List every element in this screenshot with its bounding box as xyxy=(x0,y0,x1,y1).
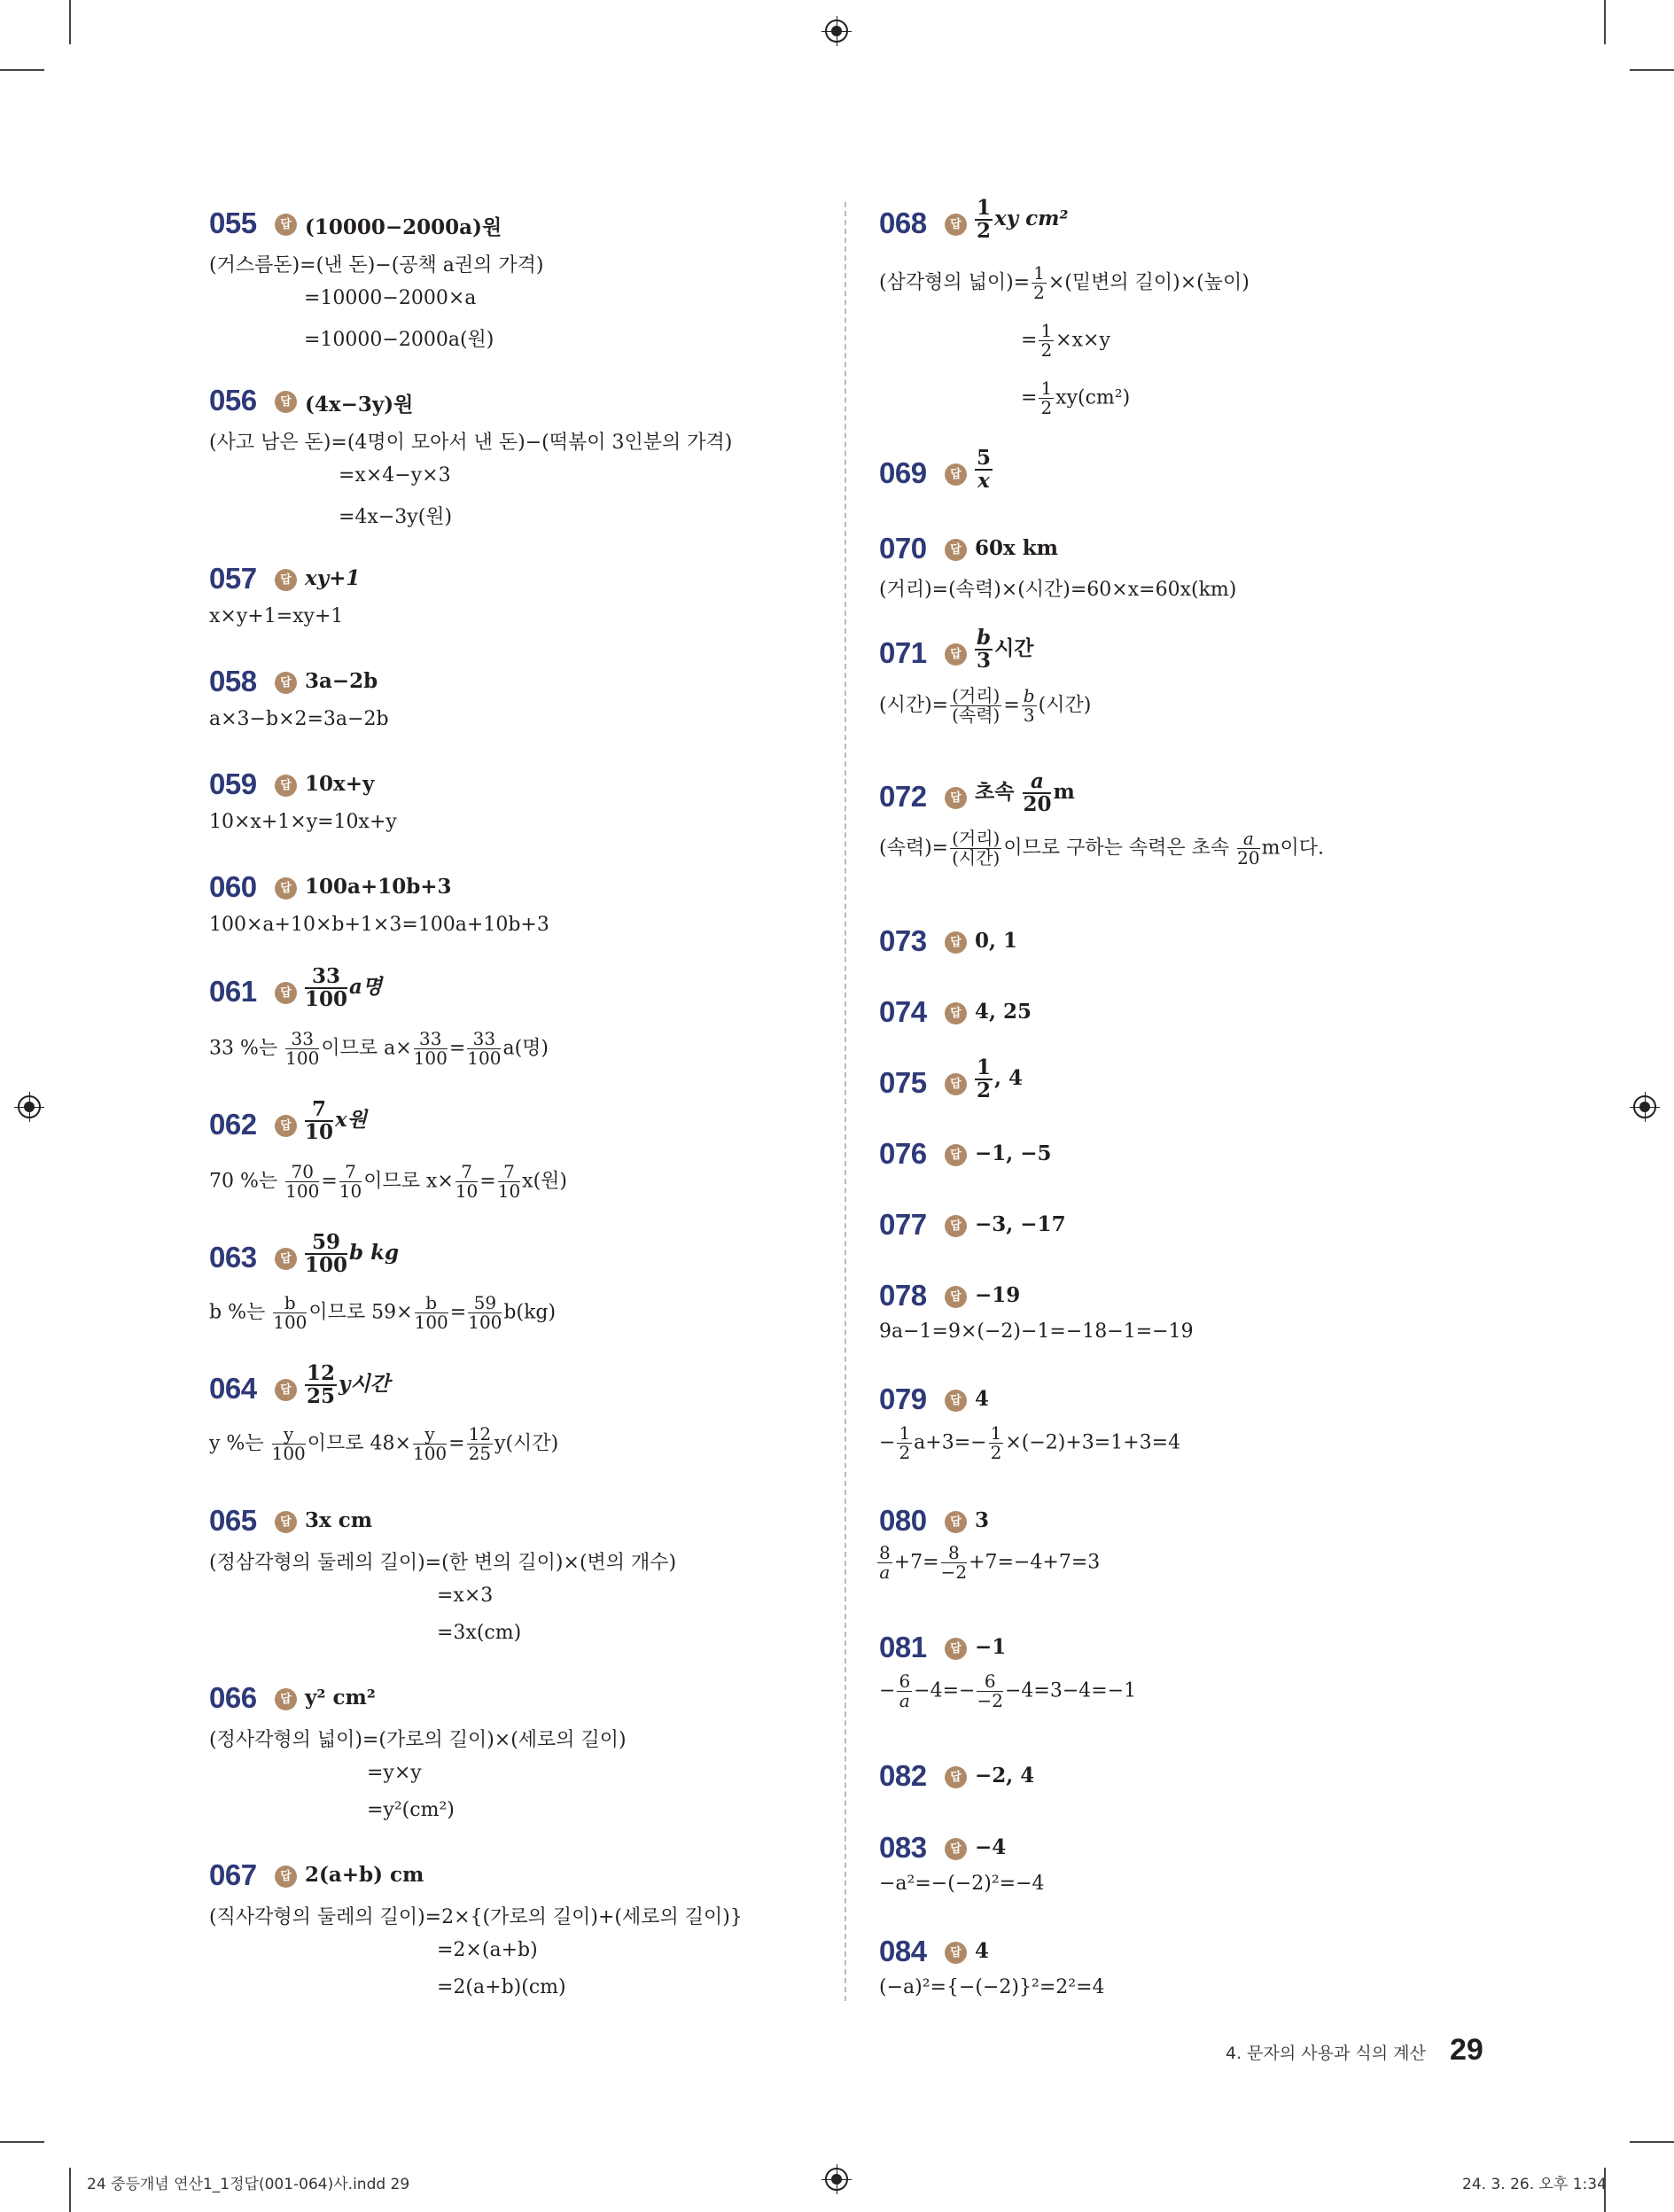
answer: 0, 1 xyxy=(975,929,1018,953)
answer-badge: 답 xyxy=(945,1638,967,1660)
answer-badge: 답 xyxy=(275,1511,297,1533)
solution-line: =x×4−y×3 xyxy=(339,464,451,487)
answer-badge: 답 xyxy=(945,1511,967,1533)
column-divider xyxy=(845,202,846,2001)
solution-line: 9a−1=9×(−2)−1=−18−1=−19 xyxy=(879,1320,1194,1343)
problem-number: 063 xyxy=(209,1241,257,1273)
answer-badge: 답 xyxy=(275,775,297,797)
problem-number: 060 xyxy=(209,870,257,903)
solution-line: − $\frac{6}{a}$ −4=− $\frac{6}{-2}$ −4=3−4=−1 xyxy=(879,1671,1137,1711)
slug-date: 24. 3. 26. 오후 1:34 xyxy=(1462,2176,1607,2193)
solution-line: 100×a+10×b+1×3=100a+10b+3 xyxy=(209,914,549,936)
answer-badge: 답 xyxy=(275,877,297,900)
answer: $\frac{b}{3}$ 시간 xyxy=(977,626,1034,674)
answer-badge: 답 xyxy=(945,931,967,954)
answer: $\frac{7}{10}$ x원 xyxy=(305,1097,367,1145)
problem-number: 080 xyxy=(879,1504,927,1537)
answer: 3 xyxy=(975,1508,990,1532)
answer: 2(a+b) cm xyxy=(305,1863,424,1887)
answer: (4x−3y)원 xyxy=(305,393,414,417)
answer-badge: 답 xyxy=(945,1942,967,1964)
problem-number: 072 xyxy=(879,780,927,813)
answer-badge: 답 xyxy=(275,214,297,236)
answer: −1, −5 xyxy=(975,1141,1052,1165)
problem-number: 057 xyxy=(209,562,257,595)
answer: $\frac{59}{100}$ b kg xyxy=(305,1230,400,1278)
answer: 4 xyxy=(975,1387,990,1411)
problem-number: 067 xyxy=(209,1858,257,1891)
crop-mark xyxy=(1630,2141,1674,2143)
solution-line: = $\frac{1}{2}$ ×x×y xyxy=(1021,320,1110,361)
answer: −2, 4 xyxy=(975,1764,1035,1788)
answer-badge: 답 xyxy=(945,1144,967,1166)
answer: $\frac{12}{25}$ y시간 xyxy=(307,1361,390,1409)
registration-mark-icon xyxy=(1633,1095,1656,1118)
answer-badge: 답 xyxy=(275,672,297,694)
problem-number: 082 xyxy=(879,1759,927,1792)
solution-line: 33 %는 $\frac{33}{100}$ 이므로 a× $\frac{33}{100}$ = $\frac{33}{100}$ a(명) xyxy=(209,1028,549,1069)
page-number: 29 xyxy=(1450,2033,1483,2067)
solution-line: (삼각형의 넓이)= $\frac{1}{2}$ ×(밑변의 길이)×(높이) xyxy=(879,262,1250,303)
crop-mark xyxy=(1630,69,1674,71)
solution-line: = $\frac{1}{2}$ xy(cm²) xyxy=(1021,378,1131,418)
problem-number: 065 xyxy=(209,1504,257,1537)
problem-number: 074 xyxy=(879,995,927,1028)
problem-number: 062 xyxy=(209,1108,257,1141)
answer: −19 xyxy=(975,1283,1021,1307)
problem-number: 066 xyxy=(209,1681,257,1714)
answer-badge: 답 xyxy=(945,463,967,486)
solution-line: (거스름돈)=(낸 돈)−(공책 a권의 가격) xyxy=(209,254,544,276)
answer-badge: 답 xyxy=(275,1248,297,1270)
solution-line: a×3−b×2=3a−2b xyxy=(209,708,389,730)
answer: −3, −17 xyxy=(975,1212,1066,1236)
problem-number: 058 xyxy=(209,665,257,697)
solution-line: (정사각형의 넓이)=(가로의 길이)×(세로의 길이) xyxy=(209,1729,627,1751)
solution-line: =y²(cm²) xyxy=(367,1799,455,1821)
solution-line: =y×y xyxy=(367,1762,422,1784)
answer-badge: 답 xyxy=(945,1766,967,1788)
crop-mark xyxy=(1604,0,1606,44)
answer-badge: 답 xyxy=(945,1286,967,1308)
solution-line: =10000−2000×a xyxy=(304,287,477,309)
answer: 4, 25 xyxy=(975,1000,1032,1024)
solution-line: $\frac{8}{a}$ +7= $\frac{8}{-2}$ +7=−4+7=3 xyxy=(879,1542,1101,1583)
problem-number: 077 xyxy=(879,1208,927,1241)
answer: 60x km xyxy=(975,536,1058,560)
solution-line: (직사각형의 둘레의 길이)=2×{(가로의 길이)+(세로의 길이)} xyxy=(209,1906,743,1928)
answer-badge: 답 xyxy=(945,1838,967,1860)
answer-badge: 답 xyxy=(275,1688,297,1710)
solution-line: (거리)=(속력)×(시간)=60×x=60x(km) xyxy=(879,579,1237,601)
problem-number: 084 xyxy=(879,1935,927,1967)
solution-line: − $\frac{1}{2}$ a+3=− $\frac{1}{2}$ ×(−2)+3=1+3=4 xyxy=(879,1422,1181,1463)
crop-mark xyxy=(0,69,44,71)
solution-line: =2×(a+b) xyxy=(437,1939,538,1961)
slug-file-name: 24 중등개념 연산1_1정답(001-064)사.indd 29 xyxy=(87,2176,410,2193)
answer: $\frac{33}{100}$ a명 xyxy=(305,964,383,1012)
problem-number: 055 xyxy=(209,206,257,239)
answer: 4 xyxy=(975,1939,990,1963)
problem-number: 056 xyxy=(209,384,257,417)
chapter-title: 4. 문자의 사용과 식의 계산 xyxy=(1226,2044,1426,2063)
problem-number: 069 xyxy=(879,456,927,489)
answer-badge: 답 xyxy=(945,214,967,236)
solution-line: =4x−3y(원) xyxy=(339,506,453,528)
solution-line: (사고 남은 돈)=(4명이 모아서 낸 돈)−(떡볶이 3인분의 가격) xyxy=(209,432,733,454)
solution-line: =10000−2000a(원) xyxy=(304,329,494,351)
problem-number: 075 xyxy=(879,1066,927,1099)
solution-line: y %는 $\frac{y}{100}$ 이므로 48× $\frac{y}{100}$ = $\frac{12}{25}$ y(시간) xyxy=(209,1423,559,1464)
problem-number: 078 xyxy=(879,1279,927,1312)
problem-number: 061 xyxy=(209,975,257,1008)
problem-number: 079 xyxy=(879,1382,927,1415)
crop-mark xyxy=(69,0,71,44)
registration-mark-icon xyxy=(825,2168,848,2191)
solution-line: −a²=−(−2)²=−4 xyxy=(879,1873,1045,1895)
answer-badge: 답 xyxy=(275,391,297,413)
solution-line: (속력)= $\frac{\text{(거리)}}{\text{(시간)}}$ 이므로 구하는 속력은 초속 $\frac{a}{20}$ m이다. xyxy=(879,828,1324,868)
answer-badge: 답 xyxy=(945,1215,967,1237)
solution-line: (−a)²={−(−2)}²=2²=4 xyxy=(879,1976,1105,1998)
crop-mark xyxy=(0,2141,44,2143)
registration-mark-icon xyxy=(825,19,848,43)
crop-mark xyxy=(69,2168,71,2212)
answer: 100a+10b+3 xyxy=(305,875,452,899)
answer: −4 xyxy=(975,1835,1007,1859)
answer-badge: 답 xyxy=(275,982,297,1004)
answer: 초속 $\frac{a}{20}$ m xyxy=(975,769,1075,817)
answer-fraction: $\frac{33}{100}$ xyxy=(305,964,348,1012)
solution-line: b %는 $\frac{b}{100}$ 이므로 59× $\frac{b}{100}$ = $\frac{59}{100}$ b(kg) xyxy=(209,1292,557,1333)
problem-number: 068 xyxy=(879,206,927,239)
answer: (10000−2000a)원 xyxy=(305,215,502,239)
answer-badge: 답 xyxy=(945,787,967,809)
solution-line: 10×x+1×y=10x+y xyxy=(209,811,397,833)
answer: $\frac{1}{2}$ xy cm² xyxy=(977,196,1069,244)
answer: xy+1 xyxy=(305,566,361,590)
problem-number: 081 xyxy=(879,1631,927,1663)
problem-number: 073 xyxy=(879,924,927,957)
solution-line: 70 %는 $\frac{70}{100}$ = $\frac{7}{10}$ 이므로 x× $\frac{7}{10}$ = $\frac{7}{10}$ x(원) xyxy=(209,1161,567,1202)
answer: $\frac{1}{2}$ , 4 xyxy=(977,1055,1024,1103)
registration-mark-icon xyxy=(18,1095,41,1118)
answer: 3x cm xyxy=(305,1508,373,1532)
answer-badge: 답 xyxy=(275,1115,297,1137)
problem-number: 076 xyxy=(879,1137,927,1170)
answer-badge: 답 xyxy=(275,1379,297,1401)
problem-number: 070 xyxy=(879,532,927,565)
solution-line: (시간)= $\frac{\text{(거리)}}{\text{(속력)}}$ = $\frac{b}{3}$ (시간) xyxy=(879,685,1092,726)
answer-badge: 답 xyxy=(945,1390,967,1412)
solution-line: =2(a+b)(cm) xyxy=(437,1976,566,1998)
solution-line: =x×3 xyxy=(437,1585,494,1607)
answer-badge: 답 xyxy=(945,1073,967,1095)
solution-line: =3x(cm) xyxy=(437,1622,522,1644)
solution-line: x×y+1=xy+1 xyxy=(209,605,344,627)
answer-badge: 답 xyxy=(275,1865,297,1888)
problem-number: 064 xyxy=(209,1372,257,1405)
answer-badge: 답 xyxy=(945,539,967,561)
answer: 3a−2b xyxy=(305,669,378,693)
problem-number: 059 xyxy=(209,767,257,800)
problem-number: 071 xyxy=(879,636,927,669)
problem-number: 083 xyxy=(879,1831,927,1864)
solution-line: (정삼각형의 둘레의 길이)=(한 변의 길이)×(변의 개수) xyxy=(209,1552,677,1574)
answer-badge: 답 xyxy=(275,569,297,591)
answer: $\frac{5}{x}$ xyxy=(977,446,992,494)
answer: y² cm² xyxy=(305,1686,376,1710)
answer: −1 xyxy=(975,1635,1007,1659)
answer-badge: 답 xyxy=(945,643,967,666)
answer: 10x+y xyxy=(305,772,375,796)
answer-badge: 답 xyxy=(945,1002,967,1024)
